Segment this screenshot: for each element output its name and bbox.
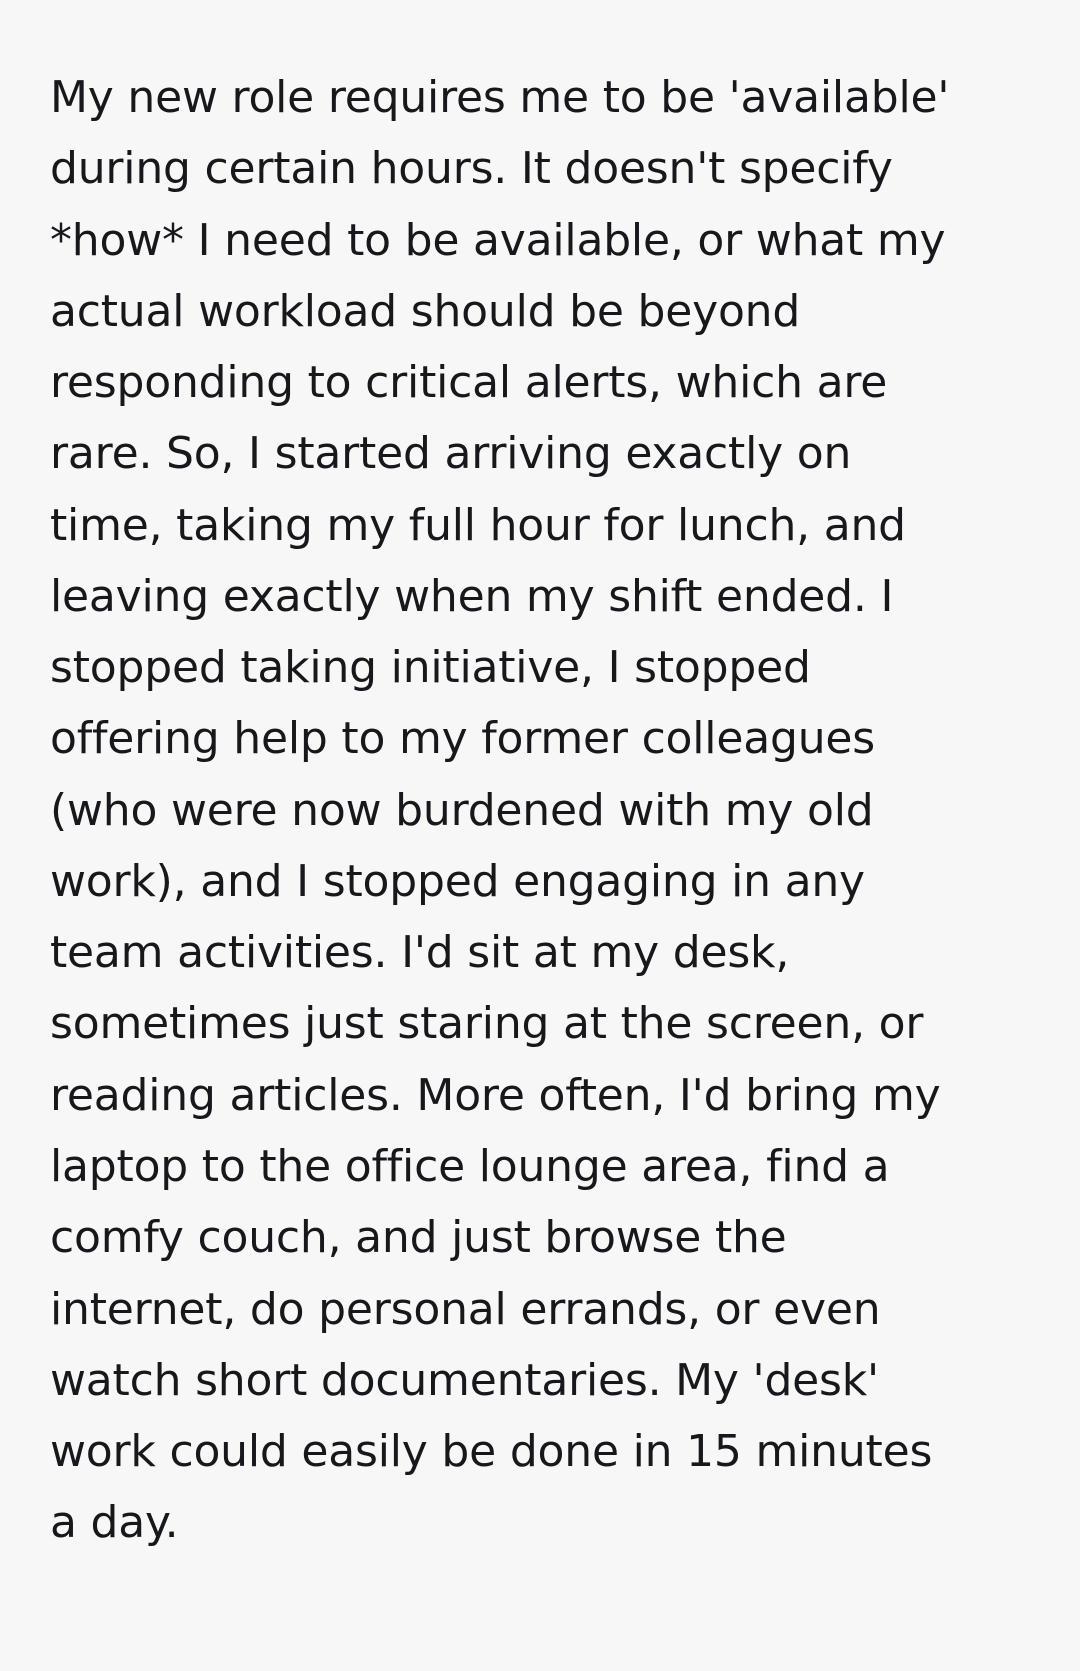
- body-paragraph: My new role requires me to be 'available' during certain hours. It doesn't specify *how* I need to be available, or what my actual workload should be beyond responding to critical alerts, which are rare. So, I started arriving exactly on time, taking my full hour for lunch, and leaving exactly when my shift ended. I stopped taking initiative, I stopped offering help to my former colleagues (who were now burdened with my old work), and I stopped engaging in any team activities. I'd sit at my desk, sometimes just staring at the screen, or reading articles. More often, I'd bring my laptop to the office lounge area, find a comfy couch, and just browse the internet, do personal errands, or even watch short documentaries. My 'desk' work could easily be done in 15 minutes a day.: [50, 72, 964, 1549]
